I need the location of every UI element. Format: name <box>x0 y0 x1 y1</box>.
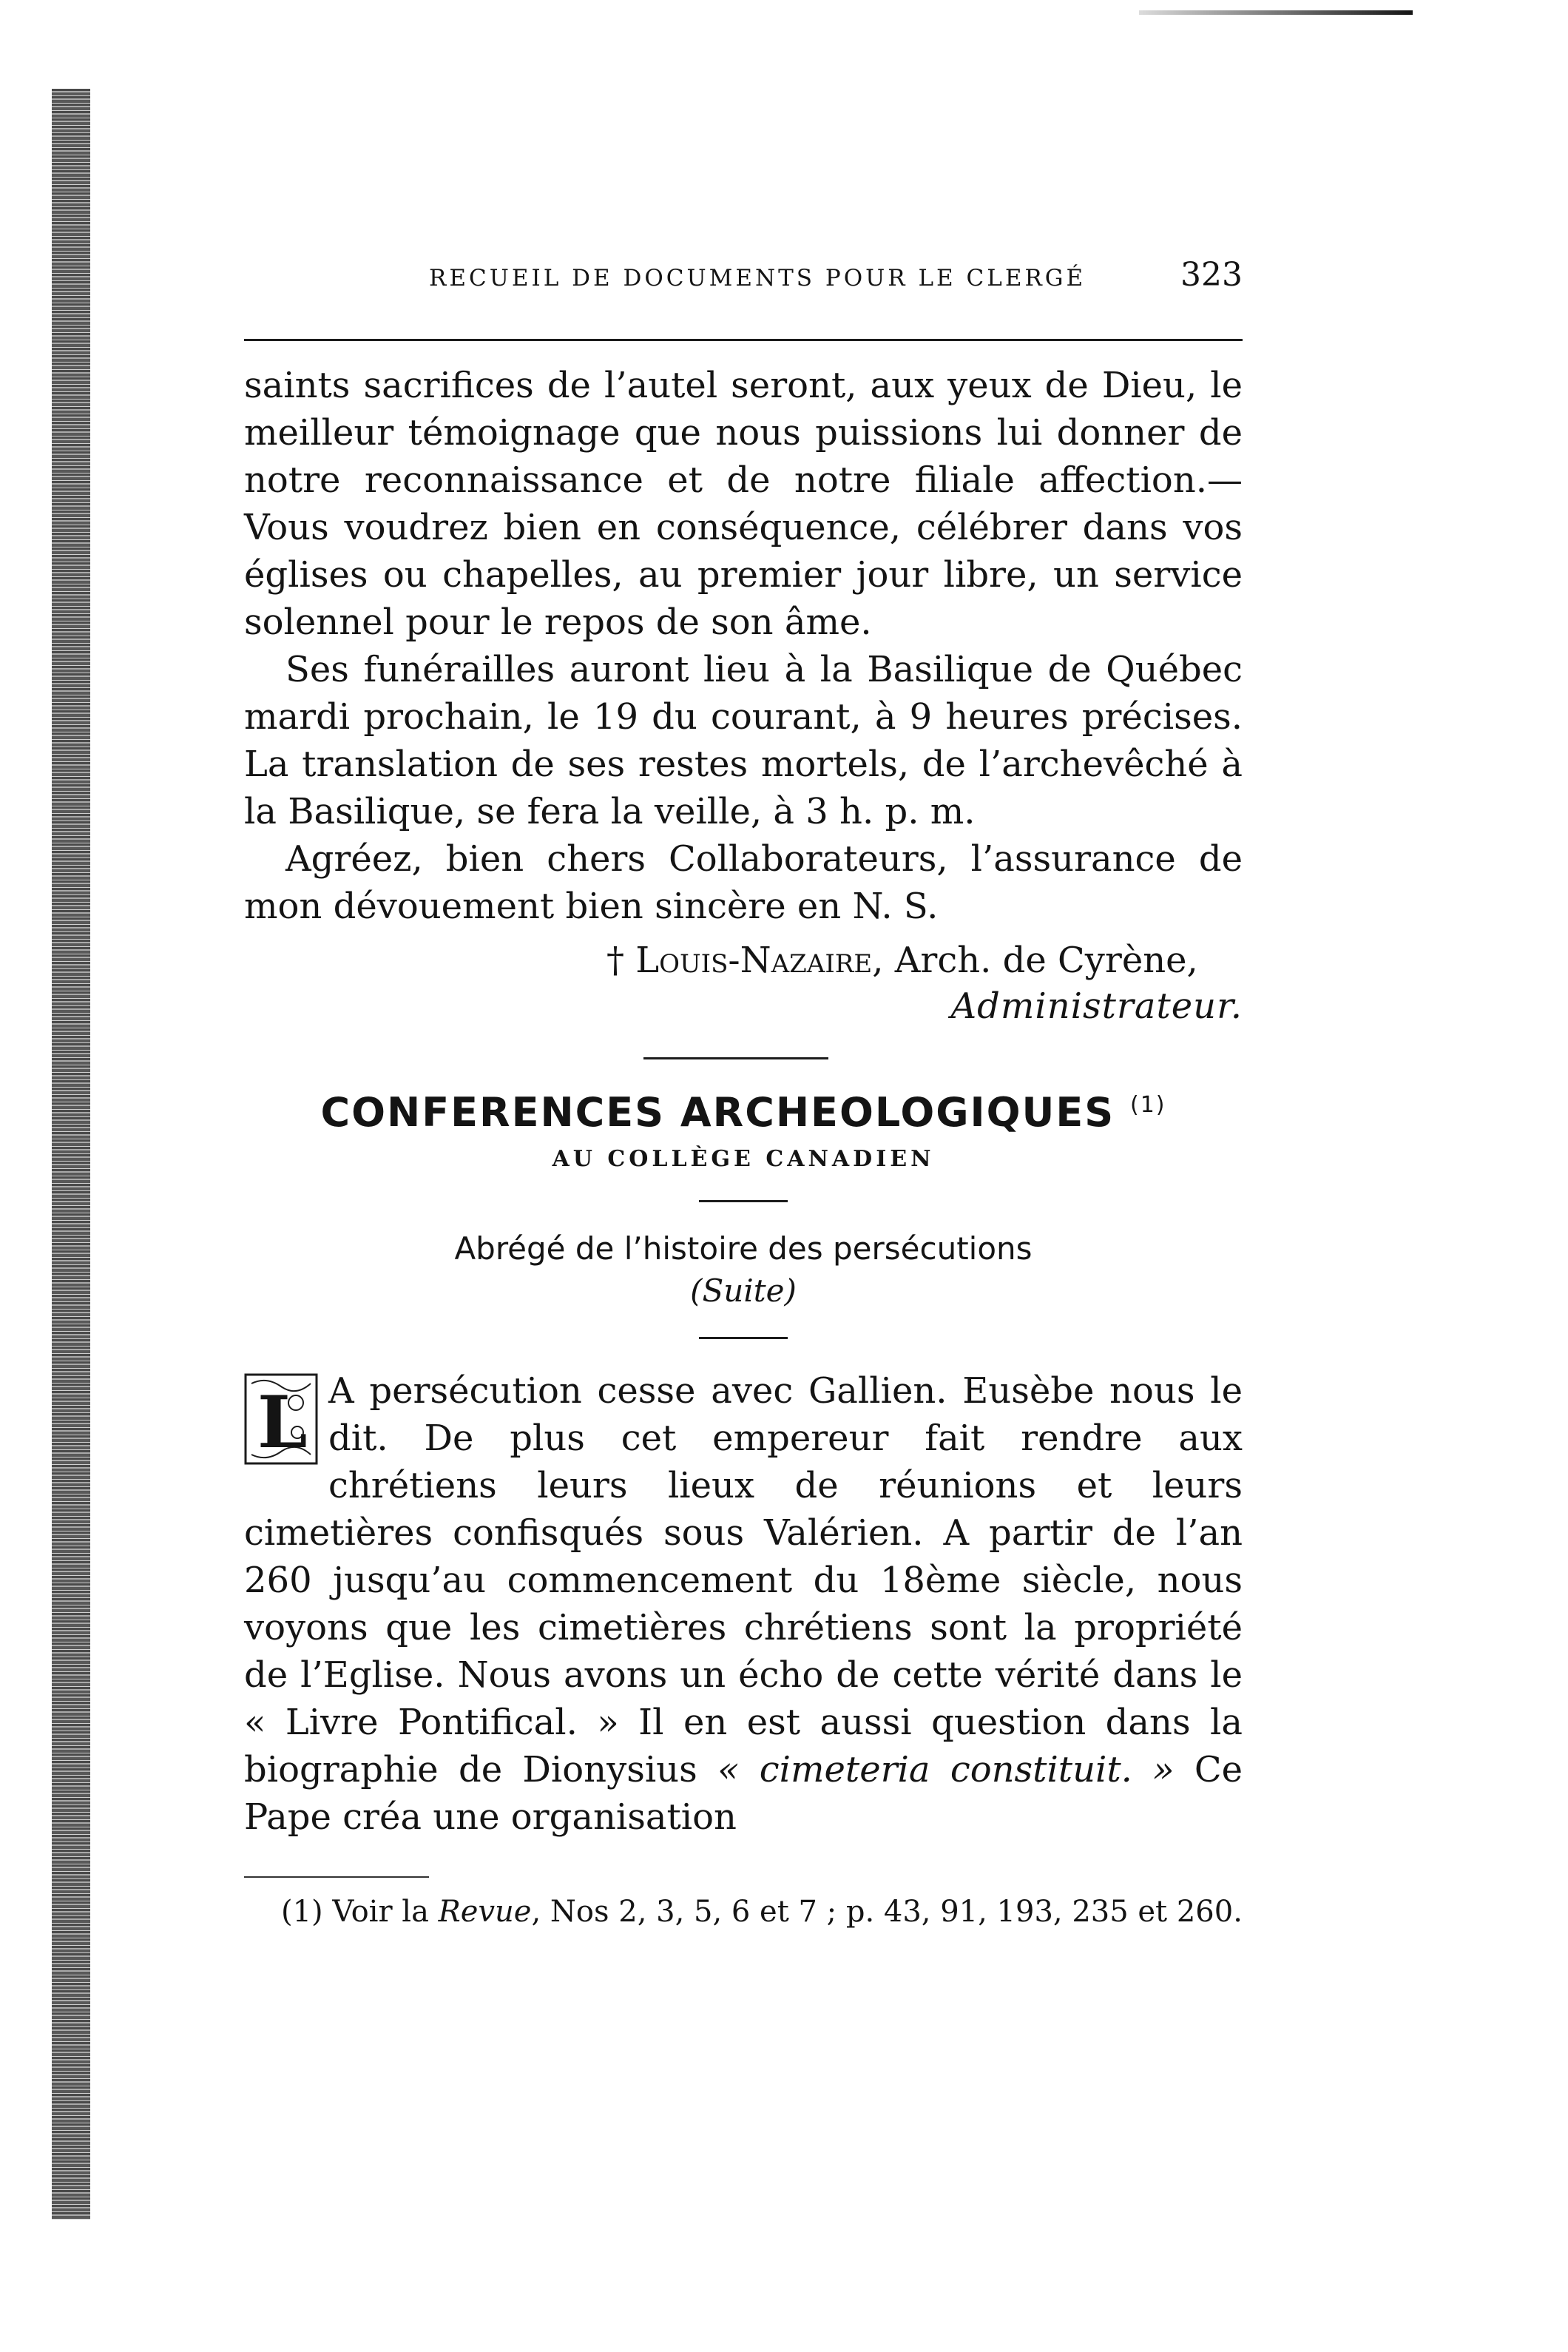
article-title: Abrégé de l’histoire des persécutions <box>454 1230 1033 1267</box>
page-number: 323 <box>1180 256 1243 294</box>
signatory-office: , Arch. de Cyrène, <box>872 940 1198 981</box>
footnote <box>244 1893 1243 1931</box>
article-continuation: Ce Pape créa une organisation <box>244 1749 1243 1838</box>
running-head <box>244 252 1243 303</box>
subtitle-divider <box>699 1200 788 1202</box>
head-rule <box>244 339 1243 341</box>
latin-quote: « cimeteria constituit. » <box>717 1749 1175 1790</box>
footnote-prefix: (1) Voir la <box>281 1895 439 1929</box>
dropcap-letter: L <box>257 1381 308 1464</box>
section-title <box>244 1089 1243 1136</box>
dropcap-ornament-icon <box>244 1373 318 1465</box>
footnote-journal: Revue <box>438 1895 532 1929</box>
letter-paragraph-2: Ses funérailles auront lieu à la Basilique de Québec mardi prochain, le 19 du courant, à 9 heures précises. La translation de ses restes mortels, de l’archevêché à la Basilique, se fera la veille, à 3 h. p. m. <box>244 649 1243 832</box>
letter-paragraph-3: Agréez, bien chers Collaborateurs, l’assurance de mon dévouement bien sincère en N. S. <box>244 838 1243 927</box>
book-page <box>244 252 1243 1931</box>
ornamental-dropcap <box>244 1373 318 1465</box>
footnote-reference: (1) <box>1130 1092 1166 1118</box>
section-divider <box>643 1057 828 1059</box>
signature-block <box>244 937 1243 1029</box>
signatory-title: Administrateur. <box>950 985 1243 1027</box>
cross-symbol: † <box>606 940 624 981</box>
article-divider <box>699 1337 788 1339</box>
letter-paragraph-1: saints sacrifices de l’autel seront, aux yeux de Dieu, le meilleur témoignage que nous puissions lui donner de notre reconnaissance et de notre filiale affection.—Vous voudrez bien en conséquence, célébrer dans vos églises ou chapelles, au premier jour libre, un service solennel pour le repos de son âme. <box>244 365 1243 643</box>
section-subtitle: AU COLLÈGE CANADIEN <box>552 1146 935 1172</box>
section-title-text: CONFERENCES ARCHEOLOGIQUES <box>320 1089 1115 1136</box>
letter-body <box>244 362 1243 930</box>
top-edge-rule <box>1139 10 1413 15</box>
article-subtitle: (Suite) <box>690 1273 797 1309</box>
signature-line <box>244 937 1243 983</box>
footnote-references: , Nos 2, 3, 5, 6 et 7 ; p. 43, 91, 193, 235 et 260. <box>531 1895 1243 1929</box>
running-title: RECUEIL DE DOCUMENTS POUR LE CLERGÉ <box>429 265 1087 292</box>
signatory-name: Louis-Nazaire <box>635 940 873 981</box>
book-binding-edge <box>52 89 90 2220</box>
article-opening-text: A persécution cesse avec Gallien. Eusèbe nous le dit. De plus cet empereur fait rendre aux chrétiens leurs lieux de réunions et leurs cimetières confisqués sous Valérien. A partir de l’an 260 jusqu’au commencement du 18ème siècle, nous voyons que les cimetières chrétiens sont la propriété de l’Eglise. Nous avons un écho de cette vérité dans le « Livre Pontifical. » Il en est aussi question dans la biographie de Dionysius <box>244 1370 1243 1790</box>
article-body <box>244 1367 1243 1841</box>
footnote-rule <box>244 1876 429 1878</box>
